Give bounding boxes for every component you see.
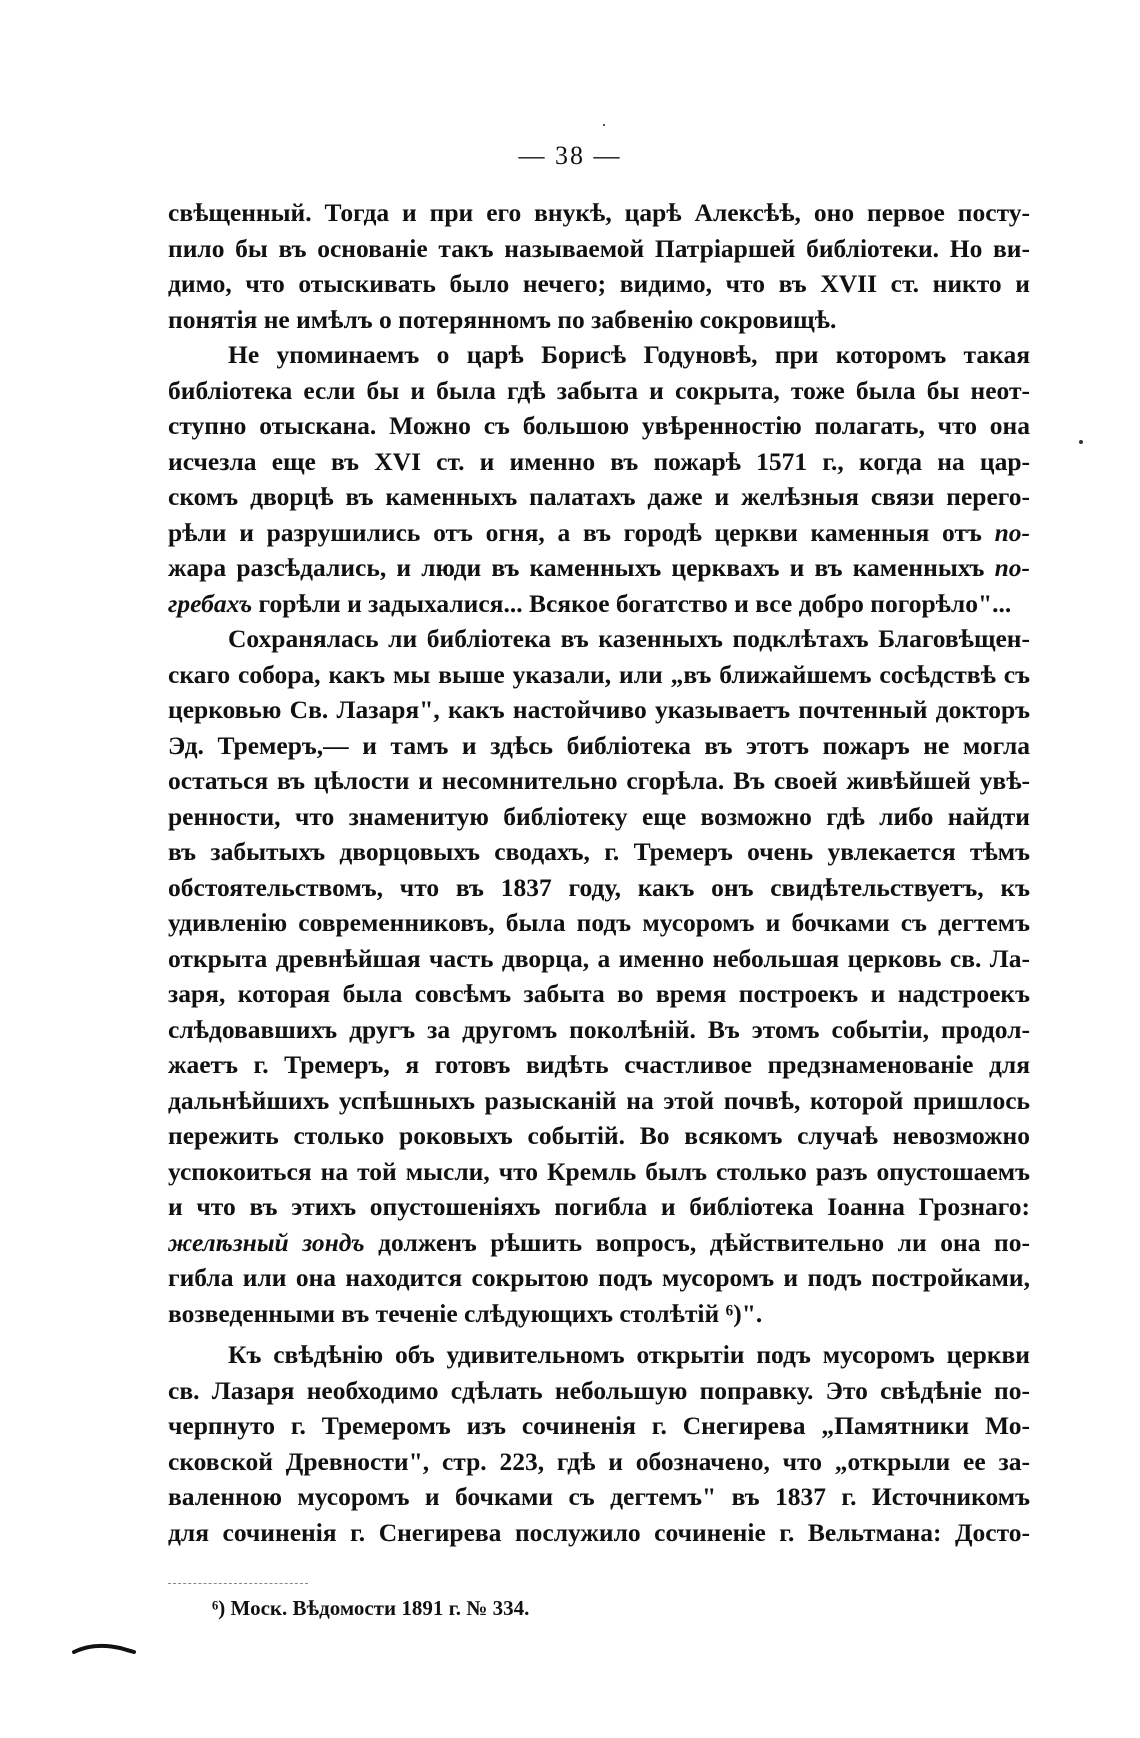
body-text: [168, 195, 1030, 1550]
text-line: скаго собора, какъ мы выше указали, или „въ ближайшемъ сосѣдствѣ съ: [168, 659, 1030, 689]
text-line: пережить столько роковыхъ событій. Во всякомъ случаѣ невозможно: [168, 1121, 1030, 1150]
page-number: — 38 —: [518, 141, 622, 170]
text-line: Къ свѣдѣнію объ удивительномъ открытіи подъ мусоромъ церкви: [228, 1340, 1030, 1369]
text-line: свѣщенный. Тогда и при его внукѣ, царѣ Алексѣѣ, оно первое посту-: [168, 198, 1030, 227]
text-line: черпнуто г. Тремеромъ изъ сочиненія г. Снегирева „Памятники Мо-: [168, 1411, 1030, 1440]
text-line: заря, которая была совсѣмъ забыта во время построекъ и надстроекъ: [168, 979, 1030, 1008]
text-line: гребахъ горѣли и задыхалися... Всякое богатство и все добро погорѣло"...: [168, 588, 1012, 618]
text-line: слѣдовавшихъ другъ за другомъ поколѣній. Въ этомъ событіи, продол-: [168, 1014, 1030, 1044]
text-line: св. Лазаря необходимо сдѣлать небольшую поправку. Это свѣдѣніе по-: [168, 1375, 1030, 1405]
text-line: сковской Древности", стр. 223, гдѣ и обозначено, что „открыли ее за-: [168, 1446, 1030, 1476]
text-line: для сочиненія г. Снегирева послужило сочиненіе г. Вельтмана: Досто-: [168, 1517, 1030, 1547]
text-line: и что въ этихъ опустошеніяхъ погибла и библіотека Іоанна Грознаго:: [168, 1192, 1030, 1221]
text-line: обстоятельствомъ, что въ 1837 году, какъ онъ свидѣтельствуетъ, къ: [168, 872, 1030, 902]
text-line: рѣли и разрушились отъ огня, а въ городѣ церкви каменныя отъ по-: [168, 517, 1030, 547]
text-line: исчезла еще въ XVI ст. и именно въ пожарѣ 1571 г., когда на цар-: [168, 446, 1030, 476]
text-line: въ забытыхъ дворцовыхъ сводахъ, г. Тремеръ очень увлекается тѣмъ: [168, 837, 1030, 866]
text-line: дальнѣйшихъ успѣшныхъ разысканій на этой почвѣ, которой пришлось: [168, 1085, 1030, 1115]
text-line: библіотека если бы и была гдѣ забыта и сокрыта, тоже была бы неот-: [168, 375, 1030, 405]
text-line: гибла или она находится сокрытою подъ мусоромъ и подъ постройками,: [168, 1263, 1030, 1292]
text-line: пило бы въ основаніе такъ называемой Патріаршей библіотеки. Но ви-: [168, 233, 1030, 263]
text-line: Не упоминаемъ о царѣ Борисѣ Годуновѣ, при которомъ такая: [228, 340, 1030, 369]
text-line: открыта древнѣйшая часть дворца, а именно небольшая церковь св. Ла-: [168, 943, 1030, 973]
ink-stroke-mark: [72, 1640, 142, 1660]
text-line: остаться въ цѣлости и несомнительно сгорѣла. Въ своей живѣйшей увѣ-: [168, 766, 1030, 795]
text-line: понятія не имѣлъ о потерянномъ по забвенію сокровищѣ.: [168, 304, 837, 334]
text-line: скомъ дворцѣ въ каменныхъ палатахъ даже и желѣзныя связи перего-: [168, 482, 1030, 511]
text-line: валенною мусоромъ и бочками съ дегтемъ" въ 1837 г. Источникомъ: [168, 1482, 1030, 1511]
text-line: ступно отыскана. Можно съ большою увѣренностію полагать, что она: [168, 411, 1030, 440]
footnote: ⁶) Моск. Вѣдомости 1891 г. № 334.: [212, 1596, 530, 1620]
text-line: возведенными въ теченіе слѣдующихъ столѣтій ⁶)".: [168, 1298, 763, 1328]
print-speck: [603, 124, 605, 126]
text-line: жаетъ г. Тремеръ, я готовъ видѣть счастливое предзнаменованіе для: [168, 1050, 1030, 1079]
text-line: церковью Св. Лазаря", какъ настойчиво указываетъ почтенный докторъ: [168, 695, 1030, 724]
footnote-rule: [168, 1583, 308, 1584]
text-line: жара разсѣдались, и люди въ каменныхъ церквахъ и въ каменныхъ по-: [168, 553, 1030, 582]
text-line: успокоиться на той мысли, что Кремль былъ столько разъ опустошаемъ: [168, 1156, 1030, 1186]
text-line: Сохранялась ли библіотека въ казенныхъ подклѣтахъ Благовѣщен-: [228, 624, 1030, 653]
text-line: удивленію современниковъ, была подъ мусоромъ и бочками съ дегтемъ: [168, 908, 1030, 937]
margin-dot: [1079, 440, 1083, 444]
text-line: желѣзный зондъ долженъ рѣшить вопросъ, дѣйствительно ли она по-: [168, 1227, 1030, 1257]
text-line: димо, что отыскивать было нечего; видимо, что въ XVII ст. никто и: [168, 269, 1030, 298]
text-line: Эд. Тремеръ,— и тамъ и здѣсь библіотека въ этотъ пожаръ не могла: [168, 730, 1030, 760]
text-line: ренности, что знаменитую библіотеку еще возможно гдѣ либо найдти: [168, 801, 1030, 831]
